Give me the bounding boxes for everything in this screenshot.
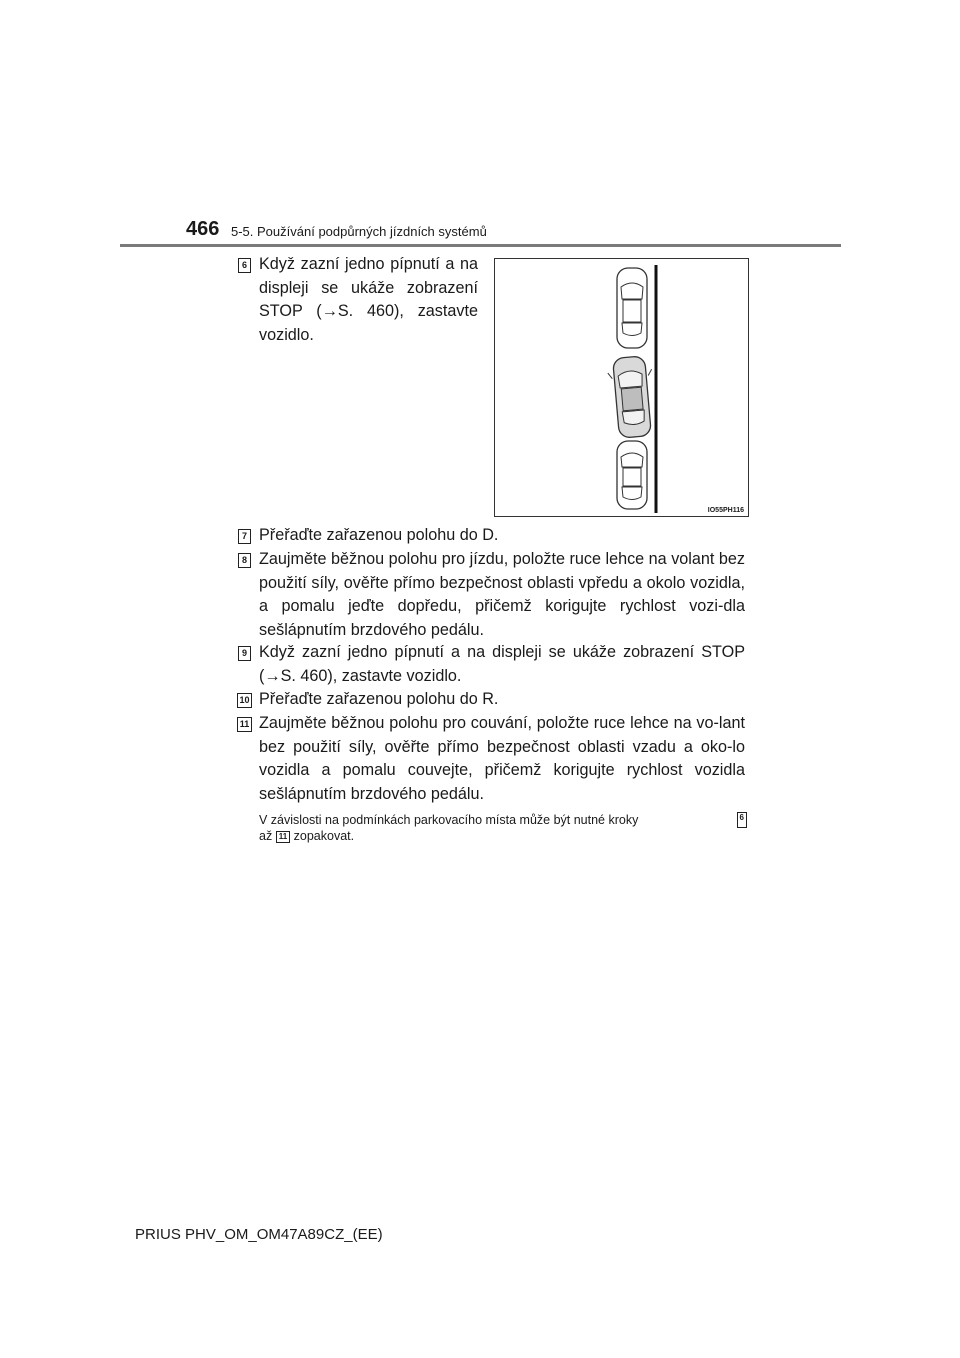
parked-car-front	[617, 268, 647, 348]
note-text-suffix: zopakovat.	[293, 829, 355, 843]
step-badge-11: 11	[237, 717, 252, 732]
repeat-note	[259, 812, 747, 844]
section-title: 5-5. Používání podpůrných jízdních systémů	[231, 224, 487, 239]
step-badge-10: 10	[237, 693, 252, 708]
parking-figure	[494, 258, 749, 517]
step-text-6: Když zazní jedno pípnutí a na displeji se ukáže zobrazení STOP (→S. 460), zastavte vozidlo.	[259, 255, 478, 344]
note-badge-from: 6	[737, 812, 747, 828]
note-badge-to: 11	[276, 831, 290, 843]
parked-car-rear	[617, 441, 647, 509]
step-badge-9: 9	[238, 646, 251, 661]
step-text-11: Zaujměte běžnou polohu pro couvání, položte ruce lehce na vo-lant bez použití síly, ověřte přímo bezpečnost oblasti vzadu a oko-lo vozidla a pomalu couvejte, přičemž korigujte rychlost vozidla sešlápnutím brzdového pedálu.	[259, 714, 745, 803]
parking-illustration	[495, 259, 750, 518]
step-text-7: Přeřaďte zařazenou polohu do D.	[259, 526, 499, 544]
step-text-9: Když zazní jedno pípnutí a na displeji se ukáže zobrazení STOP (→S. 460), zastavte vozidlo.	[259, 643, 745, 685]
step-text-10: Přeřaďte zařazenou polohu do R.	[259, 690, 499, 708]
maneuvering-car	[607, 355, 658, 439]
step-badge-7: 7	[238, 529, 251, 544]
step-text-8: Zaujměte běžnou polohu pro jízdu, položte ruce lehce na volant bez použití síly, ověřte přímo bezpečnost oblasti vpředu a okolo vozidla, a pomalu jeďte dopředu, přičemž korigujte rychlost vozi-dla sešlápnutím brzdového pedálu.	[259, 550, 745, 639]
header-rule	[120, 244, 841, 247]
page-number: 466	[186, 218, 220, 240]
footer-doc-code: PRIUS PHV_OM_OM47A89CZ_(EE)	[135, 1226, 383, 1243]
note-text-prefix: až	[259, 829, 273, 843]
step-badge-8: 8	[238, 553, 251, 568]
note-text-part1: V závislosti na podmínkách parkovacího místa může být nutné kroky	[259, 813, 639, 827]
step-badge-6: 6	[238, 258, 251, 273]
figure-code: IO55PH116	[707, 507, 744, 514]
